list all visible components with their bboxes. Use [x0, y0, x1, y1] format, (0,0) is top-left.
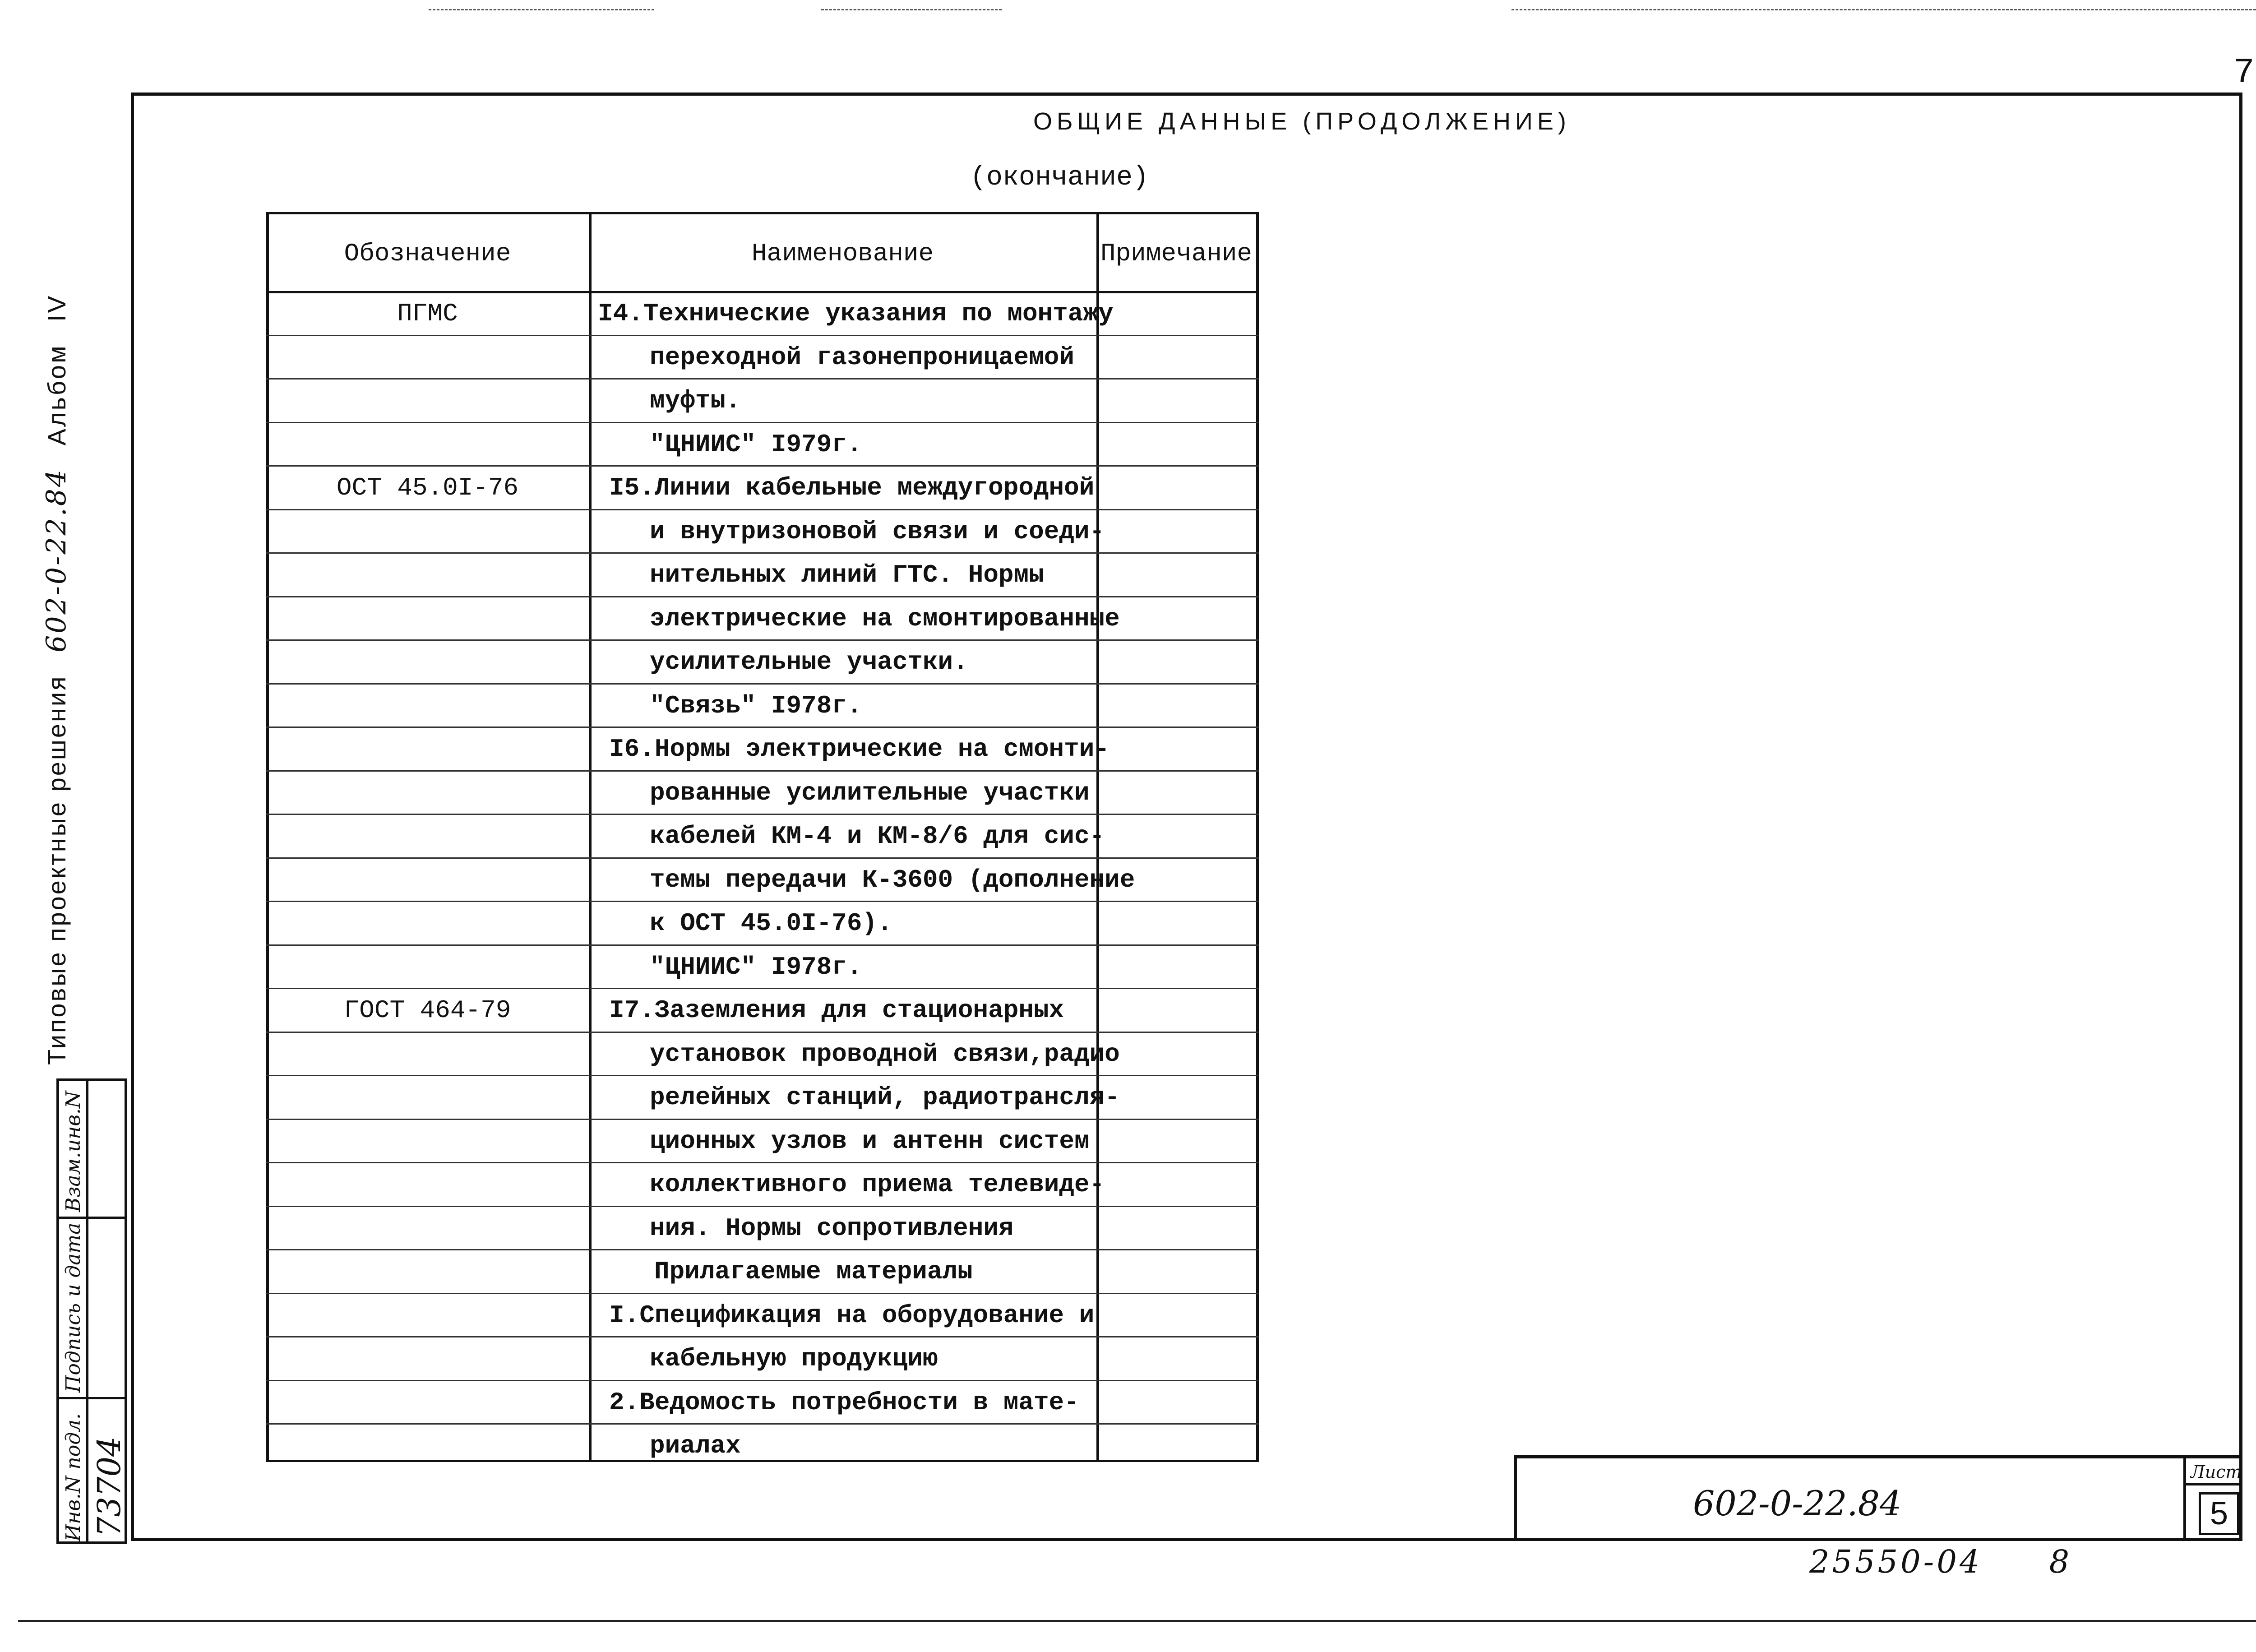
- row-divider: [266, 1162, 1259, 1163]
- table-border: [266, 1460, 1259, 1462]
- table-border: [1256, 212, 1259, 1462]
- sheet-number: 5: [2199, 1492, 2239, 1535]
- scan-artifact: [1512, 9, 2256, 10]
- row-divider: [266, 335, 1259, 336]
- sheet-divider: [2186, 1483, 2242, 1485]
- row-divider: [266, 683, 1259, 685]
- row-divider: [266, 1380, 1259, 1381]
- row-divider: [266, 378, 1259, 379]
- album-spine: [41, 253, 104, 1065]
- row-divider: [266, 857, 1259, 859]
- row-name: кабелей КМ-4 и КМ-8/6 для сис-: [650, 822, 1105, 851]
- spine-title: Типовые проектные решения: [42, 675, 71, 1065]
- stamp-divider: [59, 1217, 125, 1219]
- spine-code: 602-0-22.84: [41, 467, 72, 652]
- row-divider: [266, 1423, 1259, 1425]
- row-divider: [266, 1119, 1259, 1120]
- table-border: [589, 212, 592, 1462]
- row-name: "ЦНИИС" I978г.: [650, 952, 862, 981]
- header-name: Наименование: [751, 239, 934, 268]
- title-block-code: 602-0-22.84: [1693, 1483, 1902, 1523]
- header-designation: Обозначение: [344, 239, 511, 268]
- row-designation: ОСТ 45.0I-76: [336, 473, 519, 502]
- row-divider: [266, 770, 1259, 772]
- row-name: кабельную продукцию: [650, 1344, 938, 1373]
- row-name: усилительные участки.: [650, 648, 968, 676]
- row-name: ционных узлов и антенн систем: [650, 1126, 1090, 1156]
- row-divider: [266, 1293, 1259, 1294]
- row-name: "Связь" I978г.: [650, 691, 862, 720]
- bottom-line: [18, 1620, 2256, 1622]
- order-number: 25550-04: [1809, 1543, 1983, 1580]
- sheet-box: [2183, 1458, 2242, 1541]
- references-table: [266, 212, 1259, 1462]
- row-name: релейных станций, радиотрансля-: [650, 1083, 1120, 1112]
- row-name: I.Спецификация на оборудование и: [609, 1300, 1095, 1330]
- scan-artifact: [821, 9, 1002, 10]
- row-divider: [266, 1249, 1259, 1250]
- row-divider: [266, 1336, 1259, 1337]
- row-divider: [266, 422, 1259, 423]
- row-divider: [266, 596, 1259, 597]
- row-divider: [266, 814, 1259, 815]
- row-name: Прилагаемые материалы: [654, 1257, 973, 1286]
- row-divider: [266, 1032, 1259, 1033]
- row-divider: [266, 1075, 1259, 1076]
- row-name: 2.Ведомость потребности в мате-: [609, 1388, 1079, 1417]
- row-name: "ЦНИИС" I979г.: [650, 430, 862, 459]
- row-name: нительных линий ГТС. Нормы: [650, 560, 1044, 589]
- row-name: и внутризоновой связи и соеди-: [650, 517, 1105, 546]
- row-divider: [266, 944, 1259, 946]
- row-name: электрические на смонтированные: [650, 604, 1120, 633]
- row-divider: [266, 1206, 1259, 1207]
- table-border: [266, 212, 269, 1462]
- footer-page: 8: [2049, 1543, 2072, 1580]
- scan-artifact: [429, 9, 654, 10]
- row-name: I4.Технические указания по монтажу: [598, 299, 1114, 328]
- row-name: риалах: [650, 1431, 741, 1460]
- page-subheading: (окончание): [970, 162, 1149, 193]
- row-name: муфты.: [650, 386, 741, 415]
- row-name: ния. Нормы сопротивления: [650, 1213, 1014, 1243]
- row-divider: [266, 552, 1259, 554]
- row-name: темы передачи К-3600 (дополнение: [650, 865, 1135, 894]
- row-name: переходной газонепроницаемой: [650, 342, 1074, 372]
- row-name: установок проводной связи,радио: [650, 1039, 1120, 1069]
- table-border: [266, 291, 1259, 293]
- row-name: коллективного приема телевиде-: [650, 1170, 1105, 1199]
- title-block: [1514, 1455, 2242, 1541]
- stamp-inv-value: 73704: [91, 1436, 128, 1537]
- stamp-replace-label: Взам.инв.N: [62, 1091, 85, 1212]
- row-name: к ОСТ 45.0I-76).: [650, 909, 892, 938]
- top-sheet-number: 7: [2233, 53, 2255, 93]
- row-name: I5.Линии кабельные междугородной: [609, 473, 1095, 502]
- sheet-label: Лист: [2191, 1462, 2242, 1482]
- stamp-inv-label: Инв.N подл.: [62, 1413, 85, 1541]
- row-divider: [266, 901, 1259, 902]
- footer: [1809, 1543, 2072, 1580]
- row-designation: ГОСТ 464-79: [344, 996, 511, 1025]
- spine-album-number: IV: [42, 294, 71, 322]
- row-name: I6.Нормы электрические на смонти-: [609, 735, 1110, 764]
- row-divider: [266, 727, 1259, 728]
- page-heading: ОБЩИЕ ДАННЫЕ (ПРОДОЛЖЕНИЕ): [1033, 108, 1571, 135]
- row-divider: [266, 639, 1259, 641]
- row-divider: [266, 988, 1259, 989]
- table-border: [266, 212, 1259, 214]
- stamp-sign-label: Подпись и дата: [62, 1222, 85, 1393]
- row-divider: [266, 509, 1259, 510]
- header-note: Примечание: [1100, 239, 1253, 268]
- spine-album-label: Альбом: [42, 344, 71, 446]
- row-divider: [266, 465, 1259, 467]
- row-name: I7.Заземления для стационарных: [609, 996, 1064, 1025]
- row-designation: ПГМС: [397, 299, 458, 328]
- left-stamp: [56, 1078, 127, 1544]
- row-name: рованные усилительные участки: [650, 778, 1090, 807]
